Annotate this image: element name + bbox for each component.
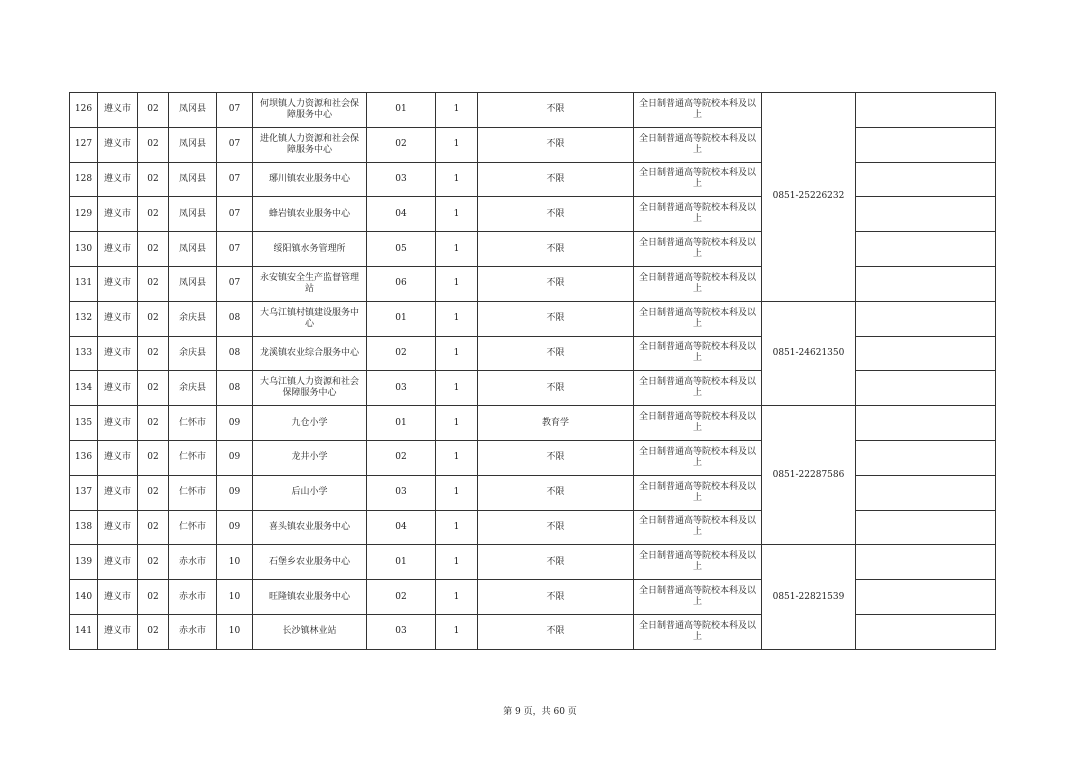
position-code-cell: 02 xyxy=(367,580,436,615)
unit-cell: 进化镇人力资源和社会保障服务中心 xyxy=(253,127,367,162)
remarks-cell xyxy=(856,614,996,649)
education-cell: 全日制普通高等院校本科及以上 xyxy=(634,93,762,128)
city-code-cell: 02 xyxy=(138,545,169,580)
count-cell: 1 xyxy=(436,580,478,615)
county-cell: 赤水市 xyxy=(169,580,217,615)
city-cell: 遵义市 xyxy=(98,93,138,128)
city-cell: 遵义市 xyxy=(98,162,138,197)
county-cell: 赤水市 xyxy=(169,614,217,649)
county-code-cell: 08 xyxy=(217,336,253,371)
county-code-cell: 07 xyxy=(217,232,253,267)
county-code-cell: 09 xyxy=(217,475,253,510)
city-cell: 遵义市 xyxy=(98,127,138,162)
seq-cell: 130 xyxy=(70,232,98,267)
county-code-cell: 07 xyxy=(217,93,253,128)
seq-cell: 133 xyxy=(70,336,98,371)
education-cell: 全日制普通高等院校本科及以上 xyxy=(634,336,762,371)
table-row xyxy=(70,371,996,406)
county-cell: 凤冈县 xyxy=(169,266,217,301)
city-cell: 遵义市 xyxy=(98,301,138,336)
count-cell: 1 xyxy=(436,93,478,128)
county-code-cell: 08 xyxy=(217,301,253,336)
position-code-cell: 05 xyxy=(367,232,436,267)
education-cell: 全日制普通高等院校本科及以上 xyxy=(634,162,762,197)
major-cell: 不限 xyxy=(478,266,634,301)
table-body xyxy=(70,93,996,650)
city-code-cell: 02 xyxy=(138,475,169,510)
unit-cell: 大乌江镇村镇建设服务中心 xyxy=(253,301,367,336)
position-code-cell: 03 xyxy=(367,371,436,406)
page-footer: 第 9 页，共 60 页 xyxy=(503,707,577,717)
county-code-cell: 07 xyxy=(217,162,253,197)
remarks-cell xyxy=(856,266,996,301)
seq-cell: 131 xyxy=(70,266,98,301)
city-cell: 遵义市 xyxy=(98,232,138,267)
seq-cell: 127 xyxy=(70,127,98,162)
city-code-cell: 02 xyxy=(138,614,169,649)
position-code-cell: 02 xyxy=(367,440,436,475)
county-code-cell: 09 xyxy=(217,406,253,441)
unit-cell: 旺隆镇农业服务中心 xyxy=(253,580,367,615)
remarks-cell xyxy=(856,510,996,545)
position-code-cell: 01 xyxy=(367,301,436,336)
county-cell: 余庆县 xyxy=(169,371,217,406)
position-code-cell: 03 xyxy=(367,614,436,649)
seq-cell: 126 xyxy=(70,93,98,128)
phone-cell: 0851-22287586 xyxy=(762,406,856,545)
seq-cell: 132 xyxy=(70,301,98,336)
count-cell: 1 xyxy=(436,232,478,267)
county-code-cell: 08 xyxy=(217,371,253,406)
city-cell: 遵义市 xyxy=(98,336,138,371)
county-code-cell: 07 xyxy=(217,266,253,301)
county-cell: 凤冈县 xyxy=(169,127,217,162)
count-cell: 1 xyxy=(436,127,478,162)
unit-cell: 石堡乡农业服务中心 xyxy=(253,545,367,580)
seq-cell: 137 xyxy=(70,475,98,510)
county-code-cell: 09 xyxy=(217,440,253,475)
position-code-cell: 03 xyxy=(367,162,436,197)
remarks-cell xyxy=(856,232,996,267)
table-row xyxy=(70,406,996,441)
seq-cell: 135 xyxy=(70,406,98,441)
education-cell: 全日制普通高等院校本科及以上 xyxy=(634,197,762,232)
city-cell: 遵义市 xyxy=(98,371,138,406)
position-code-cell: 03 xyxy=(367,475,436,510)
education-cell: 全日制普通高等院校本科及以上 xyxy=(634,440,762,475)
remarks-cell xyxy=(856,301,996,336)
unit-cell: 永安镇安全生产监督管理站 xyxy=(253,266,367,301)
remarks-cell xyxy=(856,580,996,615)
count-cell: 1 xyxy=(436,510,478,545)
phone-cell: 0851-25226232 xyxy=(762,93,856,302)
table-row xyxy=(70,162,996,197)
seq-cell: 136 xyxy=(70,440,98,475)
major-cell: 不限 xyxy=(478,93,634,128)
county-cell: 余庆县 xyxy=(169,301,217,336)
city-code-cell: 02 xyxy=(138,93,169,128)
city-code-cell: 02 xyxy=(138,580,169,615)
count-cell: 1 xyxy=(436,162,478,197)
remarks-cell xyxy=(856,371,996,406)
education-cell: 全日制普通高等院校本科及以上 xyxy=(634,266,762,301)
count-cell: 1 xyxy=(436,336,478,371)
county-code-cell: 10 xyxy=(217,614,253,649)
seq-cell: 129 xyxy=(70,197,98,232)
county-code-cell: 09 xyxy=(217,510,253,545)
education-cell: 全日制普通高等院校本科及以上 xyxy=(634,127,762,162)
table-row xyxy=(70,336,996,371)
unit-cell: 蜂岩镇农业服务中心 xyxy=(253,197,367,232)
major-cell: 不限 xyxy=(478,371,634,406)
count-cell: 1 xyxy=(436,197,478,232)
count-cell: 1 xyxy=(436,406,478,441)
county-cell: 凤冈县 xyxy=(169,93,217,128)
city-cell: 遵义市 xyxy=(98,614,138,649)
remarks-cell xyxy=(856,93,996,128)
remarks-cell xyxy=(856,336,996,371)
position-code-cell: 01 xyxy=(367,93,436,128)
city-cell: 遵义市 xyxy=(98,510,138,545)
major-cell: 不限 xyxy=(478,545,634,580)
remarks-cell xyxy=(856,162,996,197)
county-cell: 仁怀市 xyxy=(169,510,217,545)
county-code-cell: 07 xyxy=(217,197,253,232)
table-row xyxy=(70,510,996,545)
table-row xyxy=(70,301,996,336)
city-code-cell: 02 xyxy=(138,127,169,162)
remarks-cell xyxy=(856,197,996,232)
phone-cell: 0851-24621350 xyxy=(762,301,856,405)
position-code-cell: 04 xyxy=(367,510,436,545)
table-row xyxy=(70,127,996,162)
education-cell: 全日制普通高等院校本科及以上 xyxy=(634,406,762,441)
major-cell: 不限 xyxy=(478,614,634,649)
seq-cell: 139 xyxy=(70,545,98,580)
city-code-cell: 02 xyxy=(138,371,169,406)
county-cell: 凤冈县 xyxy=(169,162,217,197)
position-code-cell: 01 xyxy=(367,406,436,441)
major-cell: 不限 xyxy=(478,232,634,267)
unit-cell: 后山小学 xyxy=(253,475,367,510)
table-row xyxy=(70,197,996,232)
major-cell: 教育学 xyxy=(478,406,634,441)
county-cell: 赤水市 xyxy=(169,545,217,580)
remarks-cell xyxy=(856,440,996,475)
recruitment-table xyxy=(69,92,996,650)
unit-cell: 长沙镇林业站 xyxy=(253,614,367,649)
unit-cell: 何坝镇人力资源和社会保障服务中心 xyxy=(253,93,367,128)
education-cell: 全日制普通高等院校本科及以上 xyxy=(634,510,762,545)
county-cell: 余庆县 xyxy=(169,336,217,371)
education-cell: 全日制普通高等院校本科及以上 xyxy=(634,475,762,510)
education-cell: 全日制普通高等院校本科及以上 xyxy=(634,614,762,649)
city-code-cell: 02 xyxy=(138,510,169,545)
unit-cell: 大乌江镇人力资源和社会保障服务中心 xyxy=(253,371,367,406)
county-cell: 凤冈县 xyxy=(169,232,217,267)
city-cell: 遵义市 xyxy=(98,197,138,232)
position-code-cell: 02 xyxy=(367,336,436,371)
unit-cell: 喜头镇农业服务中心 xyxy=(253,510,367,545)
city-code-cell: 02 xyxy=(138,197,169,232)
count-cell: 1 xyxy=(436,266,478,301)
city-cell: 遵义市 xyxy=(98,266,138,301)
city-code-cell: 02 xyxy=(138,162,169,197)
education-cell: 全日制普通高等院校本科及以上 xyxy=(634,232,762,267)
major-cell: 不限 xyxy=(478,440,634,475)
seq-cell: 141 xyxy=(70,614,98,649)
table-row xyxy=(70,475,996,510)
seq-cell: 134 xyxy=(70,371,98,406)
position-code-cell: 06 xyxy=(367,266,436,301)
unit-cell: 绥阳镇水务管理所 xyxy=(253,232,367,267)
city-code-cell: 02 xyxy=(138,406,169,441)
seq-cell: 140 xyxy=(70,580,98,615)
major-cell: 不限 xyxy=(478,580,634,615)
unit-cell: 琊川镇农业服务中心 xyxy=(253,162,367,197)
city-cell: 遵义市 xyxy=(98,440,138,475)
unit-cell: 龙井小学 xyxy=(253,440,367,475)
table-row xyxy=(70,580,996,615)
major-cell: 不限 xyxy=(478,475,634,510)
count-cell: 1 xyxy=(436,371,478,406)
major-cell: 不限 xyxy=(478,127,634,162)
position-code-cell: 02 xyxy=(367,127,436,162)
major-cell: 不限 xyxy=(478,336,634,371)
major-cell: 不限 xyxy=(478,197,634,232)
county-code-cell: 07 xyxy=(217,127,253,162)
county-cell: 凤冈县 xyxy=(169,197,217,232)
remarks-cell xyxy=(856,406,996,441)
count-cell: 1 xyxy=(436,545,478,580)
remarks-cell xyxy=(856,127,996,162)
county-code-cell: 10 xyxy=(217,580,253,615)
count-cell: 1 xyxy=(436,475,478,510)
major-cell: 不限 xyxy=(478,162,634,197)
city-cell: 遵义市 xyxy=(98,475,138,510)
count-cell: 1 xyxy=(436,440,478,475)
city-cell: 遵义市 xyxy=(98,580,138,615)
city-code-cell: 02 xyxy=(138,301,169,336)
table-row xyxy=(70,93,996,128)
county-cell: 仁怀市 xyxy=(169,406,217,441)
count-cell: 1 xyxy=(436,301,478,336)
seq-cell: 138 xyxy=(70,510,98,545)
major-cell: 不限 xyxy=(478,301,634,336)
position-code-cell: 04 xyxy=(367,197,436,232)
education-cell: 全日制普通高等院校本科及以上 xyxy=(634,545,762,580)
city-code-cell: 02 xyxy=(138,336,169,371)
table-row xyxy=(70,440,996,475)
unit-cell: 龙溪镇农业综合服务中心 xyxy=(253,336,367,371)
county-cell: 仁怀市 xyxy=(169,440,217,475)
table-row xyxy=(70,614,996,649)
remarks-cell xyxy=(856,545,996,580)
phone-cell: 0851-22821539 xyxy=(762,545,856,649)
education-cell: 全日制普通高等院校本科及以上 xyxy=(634,580,762,615)
city-code-cell: 02 xyxy=(138,266,169,301)
city-code-cell: 02 xyxy=(138,440,169,475)
table-row xyxy=(70,232,996,267)
major-cell: 不限 xyxy=(478,510,634,545)
table-row xyxy=(70,545,996,580)
city-cell: 遵义市 xyxy=(98,406,138,441)
count-cell: 1 xyxy=(436,614,478,649)
city-cell: 遵义市 xyxy=(98,545,138,580)
city-code-cell: 02 xyxy=(138,232,169,267)
unit-cell: 九仓小学 xyxy=(253,406,367,441)
education-cell: 全日制普通高等院校本科及以上 xyxy=(634,371,762,406)
table-row xyxy=(70,266,996,301)
remarks-cell xyxy=(856,475,996,510)
position-code-cell: 01 xyxy=(367,545,436,580)
county-code-cell: 10 xyxy=(217,545,253,580)
education-cell: 全日制普通高等院校本科及以上 xyxy=(634,301,762,336)
county-cell: 仁怀市 xyxy=(169,475,217,510)
seq-cell: 128 xyxy=(70,162,98,197)
